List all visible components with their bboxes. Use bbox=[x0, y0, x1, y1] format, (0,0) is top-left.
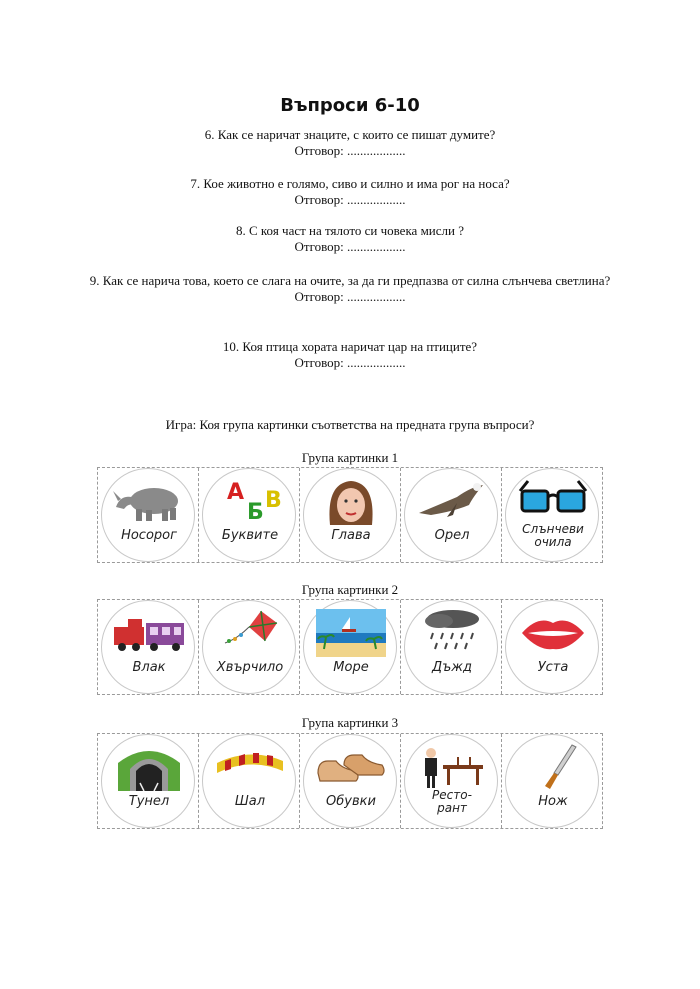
answer-line: Отговор: .................. bbox=[294, 289, 406, 304]
picture-label-line: очила bbox=[534, 535, 572, 549]
question-text: 6. Как се наричат знаците, с които се пишат думите? bbox=[204, 127, 496, 142]
question-text: 7. Кое животно е голямо, сиво и силно и има рог на носа? bbox=[190, 176, 510, 191]
picture-group-3 bbox=[97, 733, 603, 829]
picture-card bbox=[98, 734, 199, 828]
rhino-icon bbox=[110, 477, 188, 525]
picture-card bbox=[401, 468, 502, 562]
group-3-title: Група картинки 3 bbox=[301, 715, 399, 730]
svg-text:В: В bbox=[265, 488, 282, 513]
picture-card bbox=[502, 600, 603, 694]
letters-abv-icon bbox=[211, 477, 289, 525]
picture-label: Буквите bbox=[221, 528, 279, 543]
answer-line: Отговор: .................. bbox=[294, 355, 406, 370]
picture-card bbox=[199, 600, 300, 694]
shoes-icon bbox=[312, 743, 390, 791]
question-text: 9. Как се нарича това, което се слага на очите, за да ги предпазва от силна слънчева светлина? bbox=[89, 273, 611, 288]
answer-line: Отговор: .................. bbox=[294, 239, 406, 254]
group-1-title: Група картинки 1 bbox=[301, 450, 399, 465]
svg-text:Б: Б bbox=[247, 500, 264, 525]
picture-card bbox=[98, 600, 199, 694]
question-text: 10. Коя птица хората наричат цар на птиците? bbox=[222, 339, 478, 354]
train-icon bbox=[110, 609, 188, 657]
picture-card bbox=[300, 600, 401, 694]
picture-label bbox=[405, 789, 499, 815]
picture-card bbox=[199, 734, 300, 828]
question-9 bbox=[60, 273, 640, 305]
picture-label: Орел bbox=[434, 528, 470, 543]
question-8 bbox=[60, 223, 640, 255]
kite-icon bbox=[211, 609, 289, 657]
picture-label: Глава bbox=[331, 528, 371, 543]
picture-label-line: Слънчеви bbox=[522, 522, 584, 536]
picture-card bbox=[300, 734, 401, 828]
picture-group-1 bbox=[97, 467, 603, 563]
picture-label: Шал bbox=[234, 794, 266, 809]
restaurant-icon bbox=[413, 743, 491, 791]
picture-card bbox=[300, 468, 401, 562]
rain-icon bbox=[413, 609, 491, 657]
sea-icon bbox=[312, 609, 390, 657]
picture-label bbox=[506, 523, 600, 549]
page-title: Въпроси 6-10 bbox=[280, 95, 420, 116]
picture-group-2 bbox=[97, 599, 603, 695]
answer-line: Отговор: .................. bbox=[294, 192, 406, 207]
picture-label: Хвърчило bbox=[216, 660, 284, 675]
picture-label: Море bbox=[333, 660, 369, 675]
picture-label: Носорог bbox=[121, 528, 177, 543]
picture-card bbox=[502, 734, 603, 828]
picture-label: Нож bbox=[538, 794, 568, 809]
picture-label: Уста bbox=[537, 660, 569, 675]
question-7 bbox=[60, 176, 640, 208]
eagle-icon bbox=[413, 477, 491, 525]
mouth-icon bbox=[514, 609, 592, 657]
picture-label-line: Ресто- bbox=[432, 788, 472, 802]
picture-label: Дъжд bbox=[431, 660, 473, 675]
picture-card bbox=[401, 600, 502, 694]
game-prompt: Игра: Коя група картинки съответства на предната група въпроси? bbox=[165, 417, 535, 432]
svg-text:А: А bbox=[227, 480, 245, 505]
picture-label: Обувки bbox=[326, 794, 376, 809]
question-6 bbox=[60, 127, 640, 159]
picture-card bbox=[199, 468, 300, 562]
picture-card bbox=[401, 734, 502, 828]
sunglasses-icon bbox=[514, 477, 592, 525]
tunnel-icon bbox=[110, 743, 188, 791]
answer-line: Отговор: .................. bbox=[294, 143, 406, 158]
head-icon bbox=[312, 477, 390, 525]
scarf-icon bbox=[211, 743, 289, 791]
picture-label: Тунел bbox=[128, 794, 170, 809]
picture-card bbox=[98, 468, 199, 562]
question-text: 8. С коя част на тялото си човека мисли ? bbox=[235, 223, 464, 238]
picture-label-line: рант bbox=[437, 801, 467, 815]
knife-icon bbox=[514, 743, 592, 791]
question-10 bbox=[60, 339, 640, 371]
picture-card bbox=[502, 468, 603, 562]
group-2-title: Група картинки 2 bbox=[301, 582, 399, 597]
picture-label: Влак bbox=[132, 660, 166, 675]
